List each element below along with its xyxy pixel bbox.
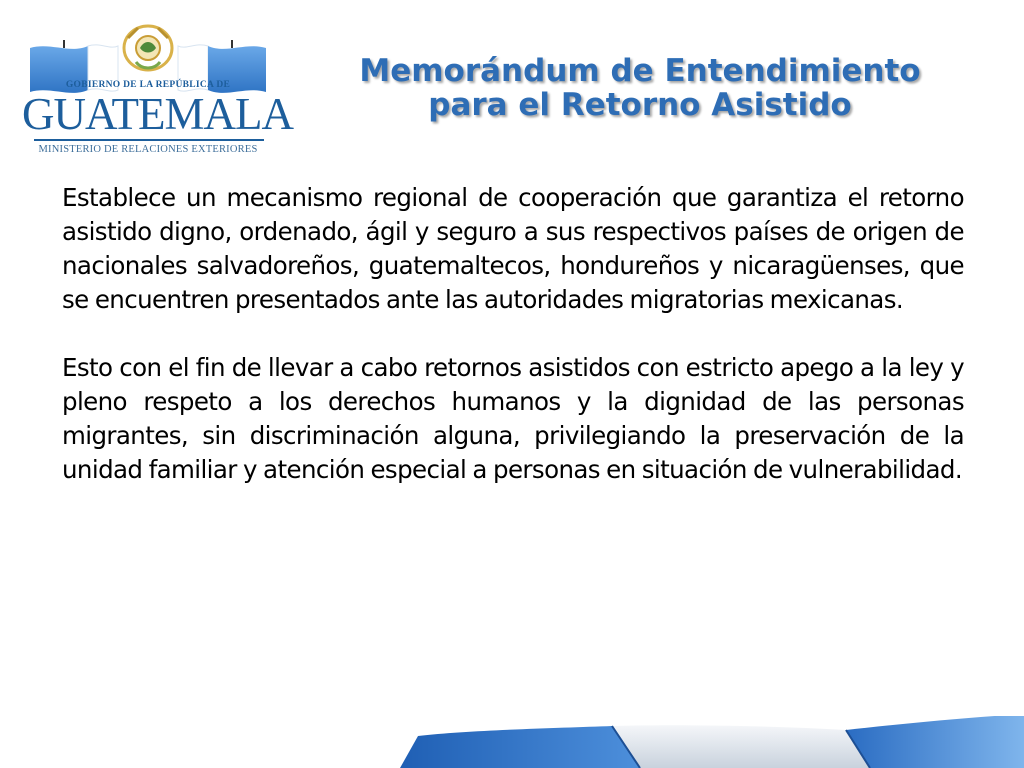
slide-title-line-1: Memorándum de Entendimiento: [359, 53, 921, 89]
slide-title: [300, 54, 980, 122]
slide-title-line-2: para el Retorno Asistido: [428, 87, 852, 123]
logo-government-label: GOBIERNO DE LA REPÚBLICA DE: [65, 80, 231, 90]
decorative-ribbon: [0, 716, 1024, 768]
slide-body: [62, 181, 964, 487]
coat-of-arms-icon: [118, 18, 178, 74]
logo-divider: [34, 139, 264, 141]
body-paragraph-2: Esto con el fin de llevar a cabo retornos asistidos con estricto apego a la ley y pleno respeto a los derechos humanos y la dignidad de las personas migrantes, sin discriminación alguna, privilegiando la preservación de la unidad familiar y atención especial a personas en situación de vulnerabilidad.: [62, 353, 964, 484]
body-paragraph-1: Establece un mecanismo regional de cooperación que garantiza el retorno asistido digno, ordenado, ágil y seguro a sus respectivos países de origen de nacionales salvadoreños, guatemaltecos, hondureños y nicaragüenses, que se encuentren presentados ante las autoridades migratorias mexicanas.: [62, 183, 964, 314]
logo-country-name: GUATEMALA: [22, 89, 293, 139]
logo-ministry-name: MINISTERIO DE RELACIONES EXTERIORES: [38, 144, 258, 155]
guatemala-government-logo: [22, 18, 293, 160]
